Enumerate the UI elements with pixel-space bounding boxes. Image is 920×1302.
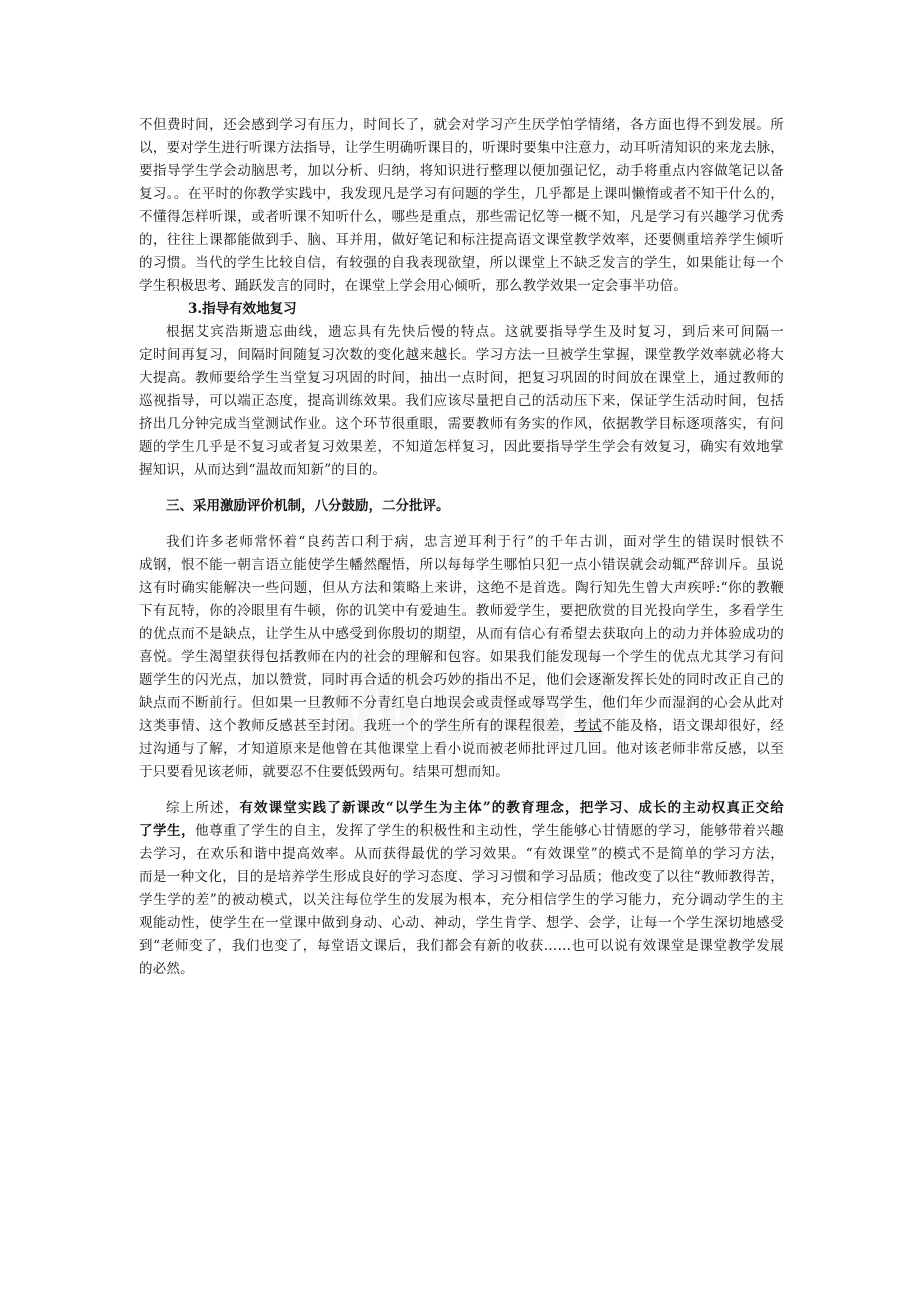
text-line: 这有时确实能解决一些问题，但从方法和策略上来讲，这绝不是首选。陶行知先生曾大声疾呼:“你的教鞭 (139, 580, 784, 596)
text-line: 题学生的闪光点，加以赞赏，同时再合适的机会巧妙的指出不足，他们会逐渐发挥长处的同时改正自己的 (139, 672, 784, 688)
paragraph-review (139, 321, 784, 482)
text-line (139, 820, 784, 843)
text-line: 题的学生几乎是不复习或者复习效果差，不知道怎样复习，因此要指导学生学会有效复习，确实有效地掌 (139, 439, 784, 455)
section-heading-3: 三、采用激励评价机制，八分鼓励，二分批评。 (166, 498, 450, 514)
paragraph-listening (139, 114, 784, 298)
text-line: 缺点而不断前行。但如果一旦教师不分青红皂白地误会或责怪或辱骂学生，他们年少而湿润的心会从此对 (139, 695, 784, 711)
text-line: 观能动性，使学生在一堂课中做到身动、心动、神动，学生肯学、想学、会学，让每一个学生深切地感受 (139, 915, 784, 931)
text-segment: 不能及格，语文课却很好，经 (601, 718, 784, 734)
text-line: 不懂得怎样听课，或者听课不知听什么，哪些是重点，那些需记忆等一概不知，凡是学习有兴趣学习优秀 (139, 209, 784, 225)
exam-link[interactable]: 考试 (573, 718, 602, 734)
text-line: 以，要对学生进行听课方法指导，让学生明确听课目的，听课时要集中注意力，动耳听清知识的来龙去脉， (139, 140, 784, 156)
text-line: 根据艾宾浩斯遗忘曲线，遗忘具有先快后慢的特点。这就要指导学生及时复习，到后来可间隔一 (166, 324, 784, 340)
emphasis-text: 了学生， (139, 823, 196, 839)
text-line: 到“老师变了，我们也变了，每堂语文课后，我们都会有新的收获……也可以说有效课堂是课堂教学发展 (139, 938, 784, 954)
paragraph-encouragement (139, 531, 784, 784)
document-body (139, 114, 784, 981)
text-line: 的，往往上课都能做到手、脑、耳并用，做好笔记和标注提高语文课堂教学效率，还要侧重培养学生倾听 (139, 232, 784, 248)
text-line (139, 797, 784, 820)
text-line: 我们许多老师常怀着“良药苦口利于病，忠言逆耳利于行”的千年古训，面对学生的错误时恨铁不 (166, 534, 784, 550)
text-line: 而是一种文化，目的是培养学生形成良好的学习态度、学习习惯和学习品质；他改变了以往“教师教得苦， (139, 869, 784, 885)
text-segment: 综上所述， (166, 800, 240, 816)
text-line: 的优点而不是缺点，让学生从中感受到你殷切的期望，从而有信心有希望去获取向上的动力并体验成功的 (139, 626, 784, 642)
text-segment: 这类事情、这个教师反感甚至封闭。我班一个的学生所有的课程很差， (139, 718, 574, 734)
text-line: 不但费时间，还会感到学习有压力，时间长了，就会对学习产生厌学怕学情绪，各方面也得不到发展。所 (139, 117, 784, 133)
text-line: 喜悦。学生渴望获得包括教师在内的社会的理解和包容。如果我们能发现每一个学生的优点尤其学习有问 (139, 649, 784, 665)
text-line: 的必然。 (139, 961, 194, 977)
text-line: 挤出几分钟完成当堂测试作业。这个环节很重眼，需要教师有务实的作风，依据教学目标逐项落实，有问 (139, 416, 784, 432)
text-segment: 他尊重了学生的自主，发挥了学生的积极性和主动性，学生能够心甘情愿的学习，能够带着兴趣 (195, 823, 784, 839)
text-line: 复习。。在平时的你教学实践中，我发现凡是学习有问题的学生，几乎都是上课叫懒惰或者不知干什么的， (139, 186, 784, 202)
text-line (139, 715, 784, 738)
text-line: 的习惯。当代的学生比较自信，有较强的自我表现欲望，所以课堂上不缺乏发言的学生，如果能让每一个 (139, 255, 784, 271)
emphasis-text: 有效课堂实践了新课改“以学生为主体”的教育理念，把学习、成长的主动权真正交给 (239, 800, 784, 816)
subheading-review: 3.指导有效地复习 (188, 301, 297, 317)
text-line: 成钢，恨不能一朝言语立能使学生幡然醒悟，所以每每学生哪怕只犯一点小错误就会动辄严辞训斥。虽说 (139, 557, 784, 573)
text-line: 去学习，在欢乐和谐中提高效率。从而获得最优的学习效果。“有效课堂”的模式不是简单的学习方法， (139, 846, 784, 862)
text-line: 于只要看见该老师，就要忍不住要低毁两句。结果可想而知。 (139, 764, 509, 780)
text-line: 握知识，从而达到“温故而知新”的目的。 (139, 462, 387, 478)
text-line: 过沟通与了解，才知道原来是他曾在其他课堂上看小说而被老师批评过几回。他对该老师非常反感，以至 (139, 741, 784, 757)
paragraph-conclusion (139, 797, 784, 981)
text-line: 要指导学生学会动脑思考，加以分析、归纳，将知识进行整理以便加强记忆，动手将重点内容做笔记以备 (139, 163, 784, 179)
text-line: 巡视指导，可以端正态度，提高训练效果。我们应该尽量把自己的活动压下来，保证学生活动时间，包括 (139, 393, 784, 409)
text-line: 学生学的差”的被动模式，以关注每位学生的发展为根本，充分相信学生的学习能力，充分调动学生的主 (139, 892, 784, 908)
text-line: 定时间再复习，间隔时间随复习次数的变化越来越长。学习方法一旦被学生掌握，课堂教学效率就必将大 (139, 347, 784, 363)
text-line: 学生积极思考、踊跃发言的同时，在课堂上学会用心倾听，那么教学效果一定会事半功倍。 (139, 278, 687, 294)
text-line: 下有瓦特，你的冷眼里有牛顿，你的讥笑中有爱迪生。教师爱学生，要把欣赏的目光投向学生，多看学生 (139, 603, 784, 619)
text-line: 大提高。教师要给学生当堂复习巩固的时间，抽出一点时间，把复习巩固的时间放在课堂上，通过教师的 (139, 370, 784, 386)
